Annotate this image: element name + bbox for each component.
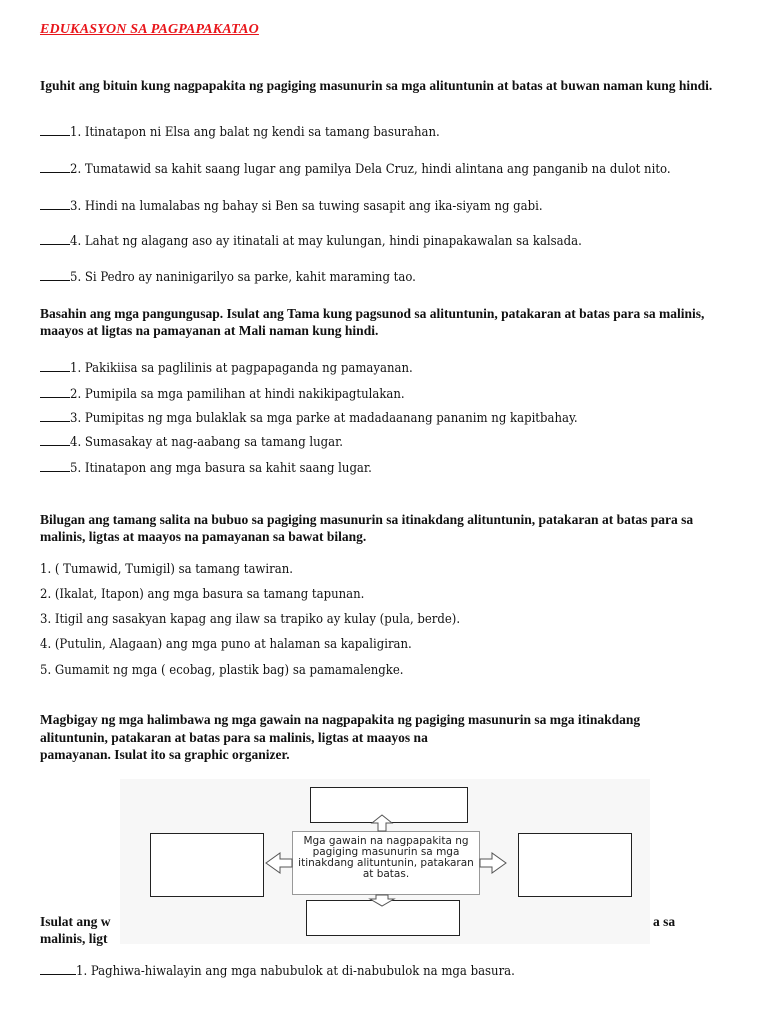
section4-instruction-line3: pamayanan. Isulat ito sa graphic organizer. (40, 747, 290, 762)
section3-item-5: 5. Gumamit ng mga ( ecobag, plastik bag) sa pamamalengke. (40, 663, 404, 678)
answer-blank[interactable] (40, 434, 70, 446)
section1-item-2: 2. Tumatawid sa kahit saang lugar ang pamilya Dela Cruz, hindi alintana ang panganib na dulot nito. (40, 161, 671, 178)
section2-item-3: 3. Pumipitas ng mga bulaklak sa mga parke at madadaanang pananim ng kapitbahay. (40, 410, 578, 427)
section4-instruction-line2: alituntunin, patakaran at batas para sa malinis, ligtas at maayos na (40, 730, 428, 745)
answer-blank[interactable] (40, 161, 70, 173)
section1-item-1: 1. Itinatapon ni Elsa ang balat ng kendi sa tamang basurahan. (40, 124, 440, 141)
answer-blank[interactable] (40, 269, 70, 281)
answer-blank[interactable] (40, 124, 70, 136)
section1-item-4: 4. Lahat ng alagang aso ay itinatali at may kulungan, hindi pinapakawalan sa kalsada. (40, 233, 582, 250)
section1-instruction: Iguhit ang bituin kung nagpapakita ng pagiging masunurin sa mga alituntunin at batas at buwan naman kung hindi. (40, 78, 713, 93)
answer-blank[interactable] (40, 233, 70, 245)
arrow-up-icon (372, 815, 392, 831)
section2-item-5: 5. Itinatapon ang mga basura sa kahit saang lugar. (40, 460, 372, 477)
section5-instruction-left1: Isulat ang w (40, 914, 111, 929)
section3-item-2: 2. (Ikalat, Itapon) ang mga basura sa tamang tapunan. (40, 587, 365, 602)
answer-blank[interactable] (40, 410, 70, 422)
section3-item-3: 3. Itigil ang sasakyan kapag ang ilaw sa trapiko ay kulay (pula, berde). (40, 612, 461, 627)
section3-instruction: Bilugan ang tamang salita na bubuo sa pagiging masunurin sa itinakdang alituntunin, patakaran at batas para sa malinis, ligtas at maayos na pamayanan sa bawat bilang. (40, 512, 694, 544)
section2-item-2: 2. Pumipila sa mga pamilihan at hindi nakikipagtulakan. (40, 386, 405, 403)
arrow-right-icon (480, 853, 506, 873)
section5-instruction-left2: malinis, ligt (40, 931, 108, 946)
section3-item-4: 4. (Putulin, Alagaan) ang mga puno at halaman sa kapaligiran. (40, 637, 412, 652)
section2-instruction: Basahin ang mga pangungusap. Isulat ang Tama kung pagsunod sa alituntunin, patakaran at batas para sa malinis, maayos at ligtas na pamayanan at Mali naman kung hindi. (40, 306, 705, 338)
section4-instruction-line1: Magbigay ng mga halimbawa ng mga gawain na nagpapakita ng pagiging masunurin sa mga itinakdang (40, 712, 641, 727)
answer-blank[interactable] (40, 386, 70, 398)
organizer-center-label: Mga gawain na nagpapakita ng pagiging masunurin sa mga itinakdang alituntunin, patakaran at batas. (292, 831, 480, 895)
answer-blank[interactable] (40, 963, 76, 975)
answer-blank[interactable] (40, 460, 70, 472)
section5-instruction-right1: a sa (653, 914, 676, 929)
section5-item-1: 1. Paghiwa-hiwalayin ang mga nabubulok at di-nabubulok na mga basura. (40, 963, 515, 980)
section1-item-5: 5. Si Pedro ay naninigarilyo sa parke, kahit maraming tao. (40, 269, 416, 286)
section1-item-3: 3. Hindi na lumalabas ng bahay si Ben sa tuwing sasapit ang ika-siyam ng gabi. (40, 198, 543, 215)
organizer-arrows (120, 779, 650, 944)
section2-item-4: 4. Sumasakay at nag-aabang sa tamang lugar. (40, 434, 343, 451)
arrow-down-icon (370, 895, 394, 906)
graphic-organizer (120, 779, 650, 944)
worksheet-title: EDUKASYON SA PAGPAPAKATAO (40, 22, 259, 37)
arrow-left-icon (266, 853, 292, 873)
answer-blank[interactable] (40, 360, 70, 372)
answer-blank[interactable] (40, 198, 70, 210)
section2-item-1: 1. Pakikiisa sa paglilinis at pagpapaganda ng pamayanan. (40, 360, 413, 377)
section3-item-1: 1. ( Tumawid, Tumigil) sa tamang tawiran. (40, 562, 293, 577)
